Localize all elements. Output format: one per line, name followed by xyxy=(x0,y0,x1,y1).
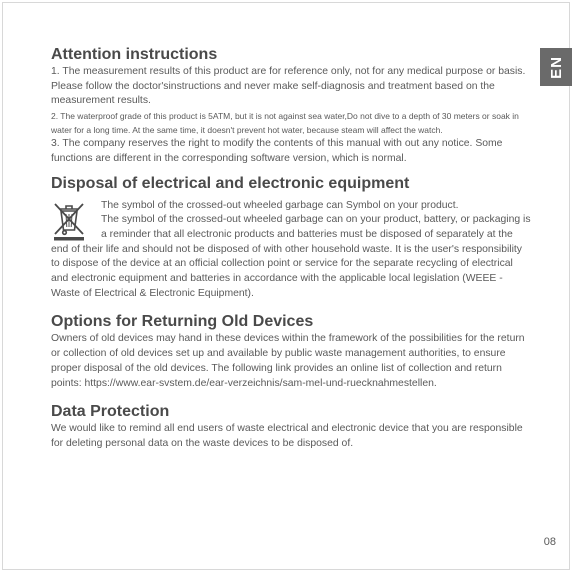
language-label: EN xyxy=(547,55,565,79)
attention-item-2: 2. The waterproof grade of this product is 5ATM, but it is not against sea water,Do not dive to a depth of 30 meters or soak in water for a long time. At the same time, it doesn't prevent hot water, because steam will affect the watch. xyxy=(51,111,519,136)
returning-section xyxy=(51,311,531,391)
disposal-title: Disposal of electrical and electronic equipment xyxy=(51,174,410,192)
disposal-text: The symbol of the crossed-out wheeled garbage can on your product, battery, or packaging is a reminder that all electronic products and batteries must be disposed of separately at the end of their life and should not be disposed of with other household waste. It is the user's responsibility to dispose of the device at an official collection point or service for the separate recycling of electrical and electronic equipment and batteries in accordance with the applicable local legislation (WEEE - Waste of Electrical & Electronic Equipment). xyxy=(51,214,531,299)
manual-content xyxy=(51,44,531,452)
crossed-out-wheeled-bin-icon xyxy=(51,199,87,241)
disposal-section xyxy=(51,173,531,302)
language-tab xyxy=(540,48,572,86)
data-protection-section xyxy=(51,401,531,451)
page-number: 08 xyxy=(543,536,556,548)
data-protection-title: Data Protection xyxy=(51,403,170,421)
attention-title: Attention instructions xyxy=(51,46,218,63)
attention-section xyxy=(51,44,531,167)
returning-text: Owners of old devices may hand in these devices within the framework of the possibilities for the return or collection of old devices set up and available by public waste management authorities, to ensure proper disposal of the old devices. The following link provides an online list of collection and return points: https://www.ear-svstem.de/ear-verzeichnis/sam-mel-und-ruecknahmestellen. xyxy=(51,333,525,389)
data-protection-text: We would like to remind all end users of waste electrical and electronic device that you are responsible for deleting personal data on the waste devices to be disposed of. xyxy=(51,423,523,449)
attention-item-3: 3. The company reserves the right to modify the contents of this manual with out any notice. Some functions are different in the corresponding software version, which is normal. xyxy=(51,138,503,164)
disposal-symbol-line: The symbol of the crossed-out wheeled garbage can Symbol on your product. xyxy=(101,199,459,211)
returning-title: Options for Returning Old Devices xyxy=(51,313,314,331)
attention-item-1: 1. The measurement results of this product are for reference only, not for any medical purpose or basis. Please follow the doctor'sinstructions and never make self-diagnosis and treatment based on the measurement results. xyxy=(51,66,526,107)
